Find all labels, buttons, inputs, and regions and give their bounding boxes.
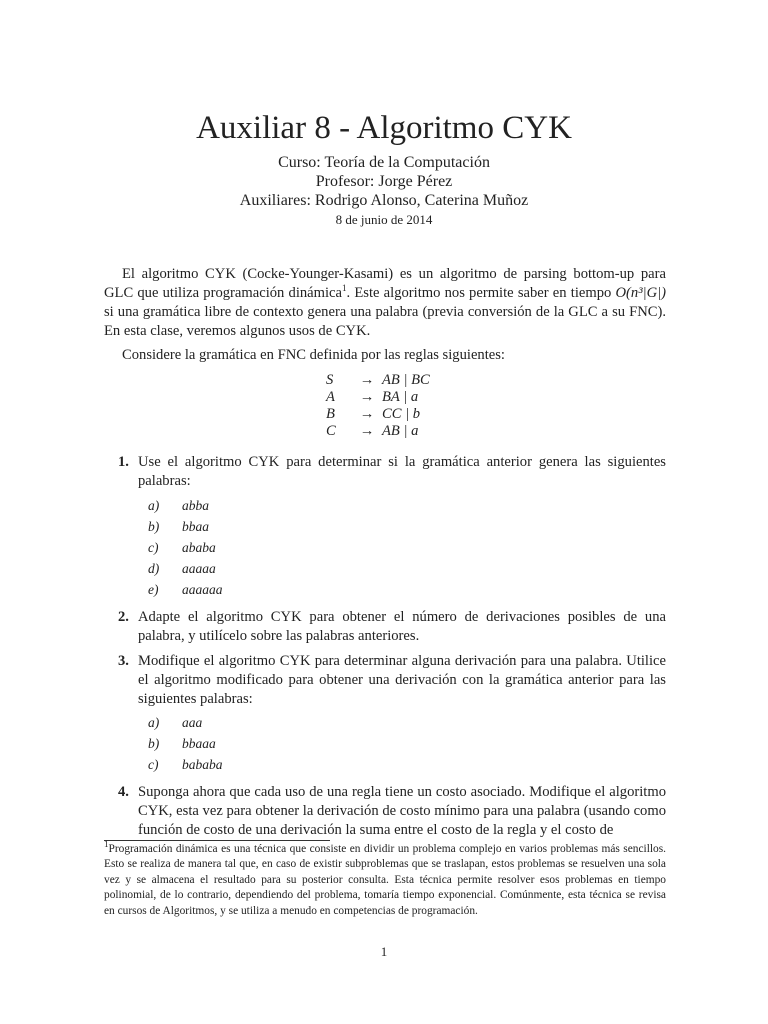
footnote-ref[interactable]: 1 [342, 283, 347, 294]
intro-part1: El algoritmo CYK (Cocke-Younger-Kasami) es un algoritmo de parsing bottom-up para GLC que utiliza programación dinámica [104, 266, 666, 301]
item-word: bbaaa [182, 736, 216, 751]
intro-part2: . Este algoritmo nos permite saber en tiempo [346, 285, 616, 301]
problem-2 [104, 608, 666, 646]
item-word: abba [182, 498, 209, 513]
page-title: Auxiliar 8 - Algoritmo CYK [196, 110, 572, 146]
problem-text: Adapte el algoritmo CYK para obtener el número de derivaciones posibles de una palabra, y utilícelo sobre las palabras anteriores. [138, 609, 666, 644]
item-label: b) [148, 519, 160, 534]
rule-lhs: A [326, 389, 335, 405]
list-item [148, 715, 202, 731]
assistants-line: Auxiliares: Rodrigo Alonso, Caterina Muñoz [239, 192, 529, 209]
problem-number: 4. [118, 784, 129, 800]
grammar-intro-text: Considere la gramática en FNC definida por las reglas siguientes: [122, 347, 505, 363]
date-line: 8 de junio de 2014 [335, 212, 433, 227]
item-label: c) [148, 757, 159, 772]
item-word: aaaaa [182, 561, 216, 576]
list-item [148, 757, 223, 773]
rule-rhs: AB | BC [382, 372, 430, 388]
course-line: Curso: Teoría de la Computación [278, 154, 490, 171]
grammar-rule [326, 423, 430, 440]
rule-rhs: CC | b [382, 406, 421, 422]
problem-4 [104, 783, 666, 840]
list-item [148, 498, 209, 514]
rule-lhs: C [326, 423, 336, 439]
problem-number: 1. [118, 454, 129, 470]
item-label: c) [148, 540, 159, 555]
problem-text: Suponga ahora que cada uso de una regla tiene un costo asociado. Modifique el algoritmo CYK, esta vez para obtener la derivación de costo mínimo para una palabra (usando como función de costo de una derivación la suma entre el costo de la regla y el costo de [138, 784, 666, 838]
rule-arrow: → [359, 372, 375, 388]
professor-line: Profesor: Jorge Pérez [315, 173, 453, 190]
footnote-divider [104, 840, 330, 841]
problem-text: Modifique el algoritmo CYK para determinar alguna derivación para una palabra. Utilice el algoritmo modificado para obtener una derivación con la gramática anterior para las siguientes palabras: [138, 653, 666, 707]
footnote [104, 839, 666, 919]
footnote-mark: 1 [104, 839, 109, 850]
item-label: a) [148, 715, 160, 730]
item-word: aaaaaa [182, 582, 223, 597]
problem-3 [104, 652, 666, 709]
item-label: d) [148, 561, 160, 576]
item-word: ababa [182, 540, 216, 555]
problem-number: 2. [118, 609, 129, 625]
rule-arrow: → [359, 406, 375, 422]
list-item [148, 519, 209, 535]
rule-lhs: B [326, 406, 335, 422]
grammar-rule [326, 372, 430, 389]
item-label: b) [148, 736, 160, 751]
item-word: bbaa [182, 519, 209, 534]
problem-text: Use el algoritmo CYK para determinar si la gramática anterior genera las siguientes palabras: [138, 454, 666, 489]
problem-number: 3. [118, 653, 129, 669]
rule-arrow: → [359, 423, 375, 439]
list-item [148, 561, 216, 577]
grammar-intro [104, 346, 666, 365]
list-item [148, 582, 223, 598]
item-label: e) [148, 582, 159, 597]
problem-1 [104, 453, 666, 491]
item-word: bababa [182, 757, 223, 772]
item-word: aaa [182, 715, 203, 730]
footnote-text: Programación dinámica es una técnica que consiste en dividir un problema complejo en varios problemas más sencillos. Esto se realiza de manera tal que, en caso de existir subproblemas que se traslapan, estos problemas se resuelven una sola vez y se almacena el resultado para su posterior consulta. Esta técnica permite resolver esos problemas en tiempo polinomial, de lo contrario, dependiendo del problema, tomaría tiempo exponencial. Comúnmente, esta técnica se revisa en cursos de Algoritmos, y se utiliza a menudo en competencias de programación. [104, 843, 666, 917]
intro-part3: si una gramática libre de contexto genera una palabra (previa conversión de la GLC a su FNC). En esta clase, veremos algunos usos de CYK. [104, 304, 666, 339]
rule-rhs: AB | a [382, 423, 419, 439]
complexity-formula: O(n³|G|) [615, 285, 666, 301]
page-number: 1 [380, 944, 388, 959]
list-item [148, 540, 216, 556]
intro-paragraph [104, 265, 666, 341]
list-item [148, 736, 216, 752]
grammar-rule [326, 389, 430, 406]
rule-arrow: → [359, 389, 375, 405]
rule-rhs: BA | a [382, 389, 419, 405]
grammar-rules [326, 372, 430, 440]
rule-lhs: S [326, 372, 334, 388]
item-label: a) [148, 498, 160, 513]
grammar-rule [326, 406, 430, 423]
